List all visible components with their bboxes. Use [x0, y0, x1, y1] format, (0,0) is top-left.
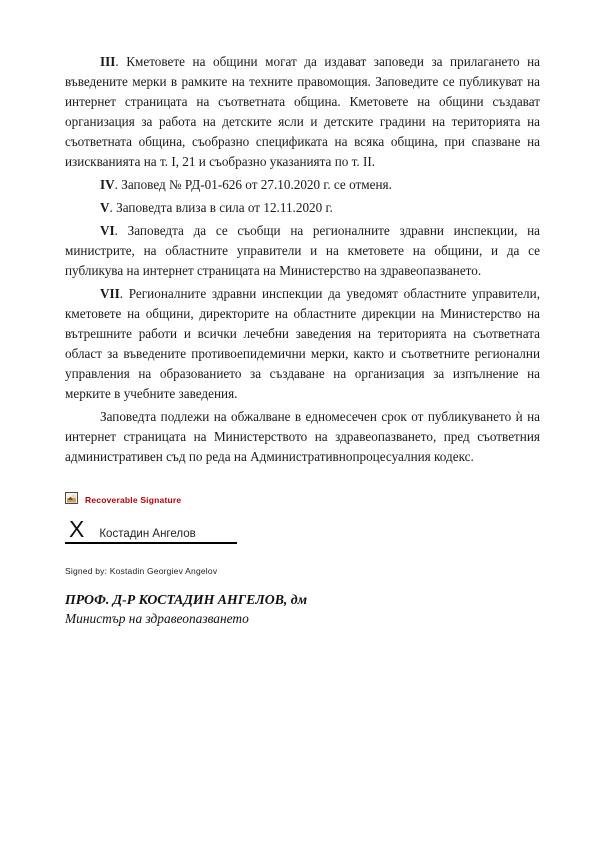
recoverable-signature-row	[65, 494, 540, 506]
recoverable-signature-label: Recoverable Signature	[85, 495, 182, 505]
paragraph: V. Заповедта влиза в сила от 12.11.2020 г.	[100, 200, 333, 215]
paragraph-number: III	[100, 54, 116, 69]
paragraph: IV. Заповед № РД-01-626 от 27.10.2020 г. се отменя.	[100, 177, 392, 192]
paragraph-number: V	[100, 200, 110, 215]
signature-x-mark: X	[69, 516, 85, 542]
signature-block	[65, 494, 540, 628]
signature-line[interactable]	[65, 518, 237, 544]
signature-display-name: Костадин Ангелов	[99, 528, 196, 540]
paragraph-number: VI	[100, 223, 115, 238]
signer-name: ПРОФ. Д-Р КОСТАДИН АНГЕЛОВ, дм	[65, 592, 308, 607]
paragraph: Заповедта подлежи на обжалване в едномесечен срок от публикуването ѝ на интернет страницата на Министерството на здравеопазването, пред съответния административен съд по реда на Административнопроцесуалния кодекс.	[65, 409, 540, 464]
signed-by-text: Signed by: Kostadin Georgiev Angelov	[65, 566, 218, 576]
document-body	[65, 52, 540, 467]
paragraph: III. Кметовете на общини могат да издават заповеди за прилагането на въведените мерки в рамките на техните правомощия. Заповедите се публикуват на интернет страницата на съответната община. Кметовете на общини създават организация за работа на детските ясли и детските градини на територията на съответната община, съобразно спецификата на всяка община, при спазване на изискванията на т. I, 21 и съобразно указанията по т. II.	[65, 54, 540, 169]
paragraph-number: VII	[100, 286, 120, 301]
paragraph: VI. Заповедта да се съобщи на регионалните здравни инспекции, на министрите, на областните управители и на кметовете на общини, и да се публикува на интернет страницата на Министерство на здравеопазването.	[65, 223, 540, 278]
paragraph-number: IV	[100, 177, 115, 192]
document-content	[65, 52, 540, 628]
image-placeholder-icon	[65, 491, 78, 509]
signer-title: Министър на здравеопазването	[65, 611, 249, 626]
paragraph: VII. Регионалните здравни инспекции да уведомят областните управители, кметовете на общини, директорите на областните дирекции на Министерство на вътрешните работи и всички лечебни заведения на територията на съответната област за въведените противоепидемични мерки, както и съответните регионални управления на образованието за създаване на организация за изпълнение на мерките в учебните заведения.	[65, 286, 540, 401]
